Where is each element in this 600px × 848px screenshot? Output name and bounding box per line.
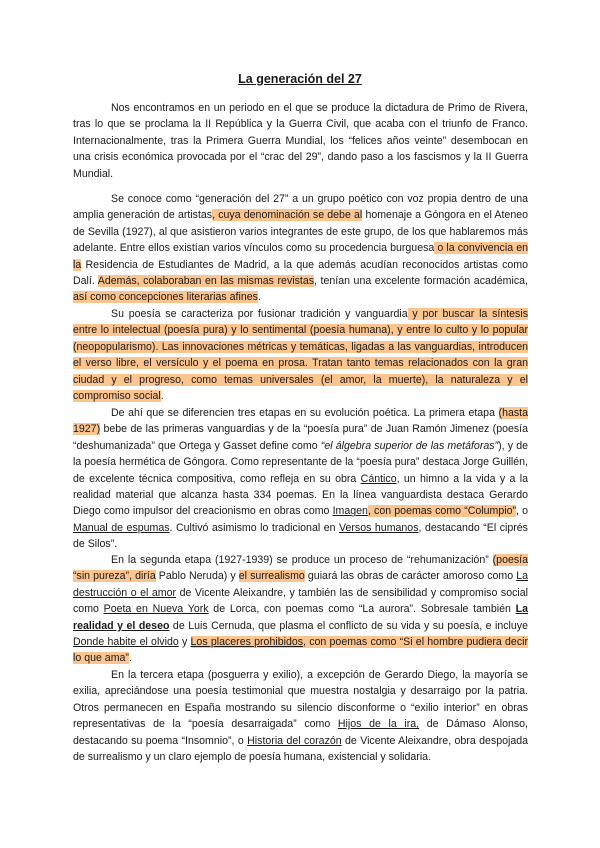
work-title: Imagen [332, 505, 368, 518]
text-run: bebe de las primeras vanguardias y de la “poesía pura” de Juan Ramón Jimenez (poesía “deshumanizada” que Ortega y Gasset define como [73, 423, 528, 452]
text-run: En la segunda etapa (1927-1939) se produce un proceso de “rehumanización” [111, 554, 493, 566]
highlighted-work-title: Los placeres prohibidos [190, 636, 304, 649]
text-run: , destacando “El ciprés de Silos”. [73, 521, 528, 551]
text-run: de Lorca, con poemas como “La aurora”. Sobresale también [208, 603, 516, 616]
text-run: Residencia de Estudiantes de Madrid, a la que además acudían reconocidos artistas como Dalí. [73, 258, 528, 288]
text-run: ), y de la poesía hermética de Góngora. Como representante de la “poesía pura” destaca Jorge Guillén, de excelente técnica compositiva, como refleja en su obra [73, 439, 528, 485]
highlighted-text: o la convivencia en la [73, 242, 528, 271]
page-title: La generación del 27 [238, 72, 362, 86]
text-run: , un himno a la vida y a la realidad material que alcanza hasta 334 poemas. En la línea vanguardista destaca Gerardo Diego como impulsor del creacionismo en obras como [73, 472, 528, 518]
highlighted-text: y por buscar la síntesis entre lo intelectual (poesía pura) y lo sentimental (poesía humana), y entre lo culto y lo popular (neopopularismo). Las innovaciones métricas y temáticas, ligadas a las vanguardias, introducen el verso libre, el versículo y el poema en prosa. Tratan tanto temas relacionados con la gran ciudad y el progreso, como temas universales (el amor, la muerte), la naturaleza y el compromiso social [73, 308, 528, 403]
text-run: guiará las obras de carácter amoroso como [304, 570, 517, 583]
text-run: De ahí que se diferencien tres etapas en su evolución poética. La primera etapa [111, 407, 499, 419]
work-title: Manual de espumas [73, 521, 170, 534]
work-title: Donde habite el olvido [73, 636, 179, 649]
text-run: homenaje a Góngora en el Ateneo de Sevilla (1927), al que asistieron varios integrantes de este grupo, de los que hablaremos más adelante. Entre ellos existían varios vínculos como su procedencia burguesa [73, 209, 528, 255]
quote-text: “el álgebra superior de las metáforas” [320, 439, 499, 452]
text-run: Se conoce como “generación del 27” a un grupo poético con voz propia dentro de una amplia generación de artistas [73, 193, 528, 222]
work-title: Cántico [360, 472, 397, 485]
text-run: de Luis Cernuda, que plasma el conflicto de su vida y su poesía, e incluye [169, 619, 528, 632]
work-title: Hijos de la ira, [337, 718, 420, 731]
text-run: Nos encontramos en un periodo en el que se produce la dictadura de Primo de Rivera, tras lo que se proclama la II República y la Guerra Civil, que acaba con el triunfo de Franco. Internacionalmente, tras la Primera Guerra Mundial, los “felices años veinte” desembocan en una crisis económica provocada por el “crac del 29”, dando paso a los fascismos y la II Guerra Mundial. [73, 102, 528, 180]
paragraph-third-stage [73, 667, 528, 765]
text-run: . [257, 291, 261, 304]
highlighted-text: , con poemas como “Si el hombre pudiera decir lo que ama” [73, 636, 529, 665]
highlighted-text: el surrealismo [238, 570, 305, 583]
work-title-bold: La realidad y el deseo [73, 603, 528, 632]
work-title: Historia del corazón [247, 734, 342, 747]
text-run: En la tercera etapa (posguerra y exilio), a excepción de Gerardo Diego, la mayoría se exilia, apreciándose una poesía testimonial que muestra nostalgia y desarraigo por la patria. Otros permanecen en España mostrando su silencio disconforme o “exilio interior” en obras representativas de la “poesía desarraigada” como [73, 669, 528, 731]
highlighted-text: , cuya denominación se debe al [212, 209, 363, 222]
text-run: . Cultivó asimismo lo tradicional en [169, 521, 340, 534]
paragraph-characteristics [73, 306, 528, 404]
text-run: de Vicente Aleixandre, y también las de sensibilidad y compromiso social como [73, 586, 528, 616]
paragraph-first-stage [73, 405, 528, 553]
work-title: Versos humanos [339, 521, 419, 534]
paragraph-definition [73, 191, 528, 306]
highlighted-text: (hasta 1927) [73, 407, 528, 436]
paragraph-second-stage [73, 552, 528, 667]
text-run: , tenían una excelente formación académica, [314, 275, 528, 288]
highlighted-text: así como concepciones literarias afines [73, 291, 258, 304]
work-title: La destrucción o el amor [73, 570, 528, 599]
text-run: Su poesía se caracteriza por fusionar tradición y vanguardia [111, 308, 408, 320]
text-run: . [160, 390, 164, 403]
highlighted-text: (poesía “sin pureza”, diría [73, 554, 528, 583]
text-run: y [178, 636, 191, 649]
work-title: Poeta en Nueva York [103, 603, 209, 616]
text-run: de Dámaso Alonso, destacando su poema “Insomnio”, o [73, 718, 529, 747]
text-run: . [128, 652, 132, 665]
text-run: de Vicente Aleixandre, obra despojada de surrealismo y un claro ejemplo de poesía humana, existencial y solidaria. [73, 734, 529, 764]
text-run: , o [516, 505, 528, 518]
highlighted-text: Además, colaboraban en las mismas revistas [97, 275, 315, 288]
text-run: Pablo Neruda) y [155, 570, 239, 583]
highlighted-text: , con poemas como “Columpio” [367, 505, 516, 518]
paragraph-context [73, 100, 528, 182]
